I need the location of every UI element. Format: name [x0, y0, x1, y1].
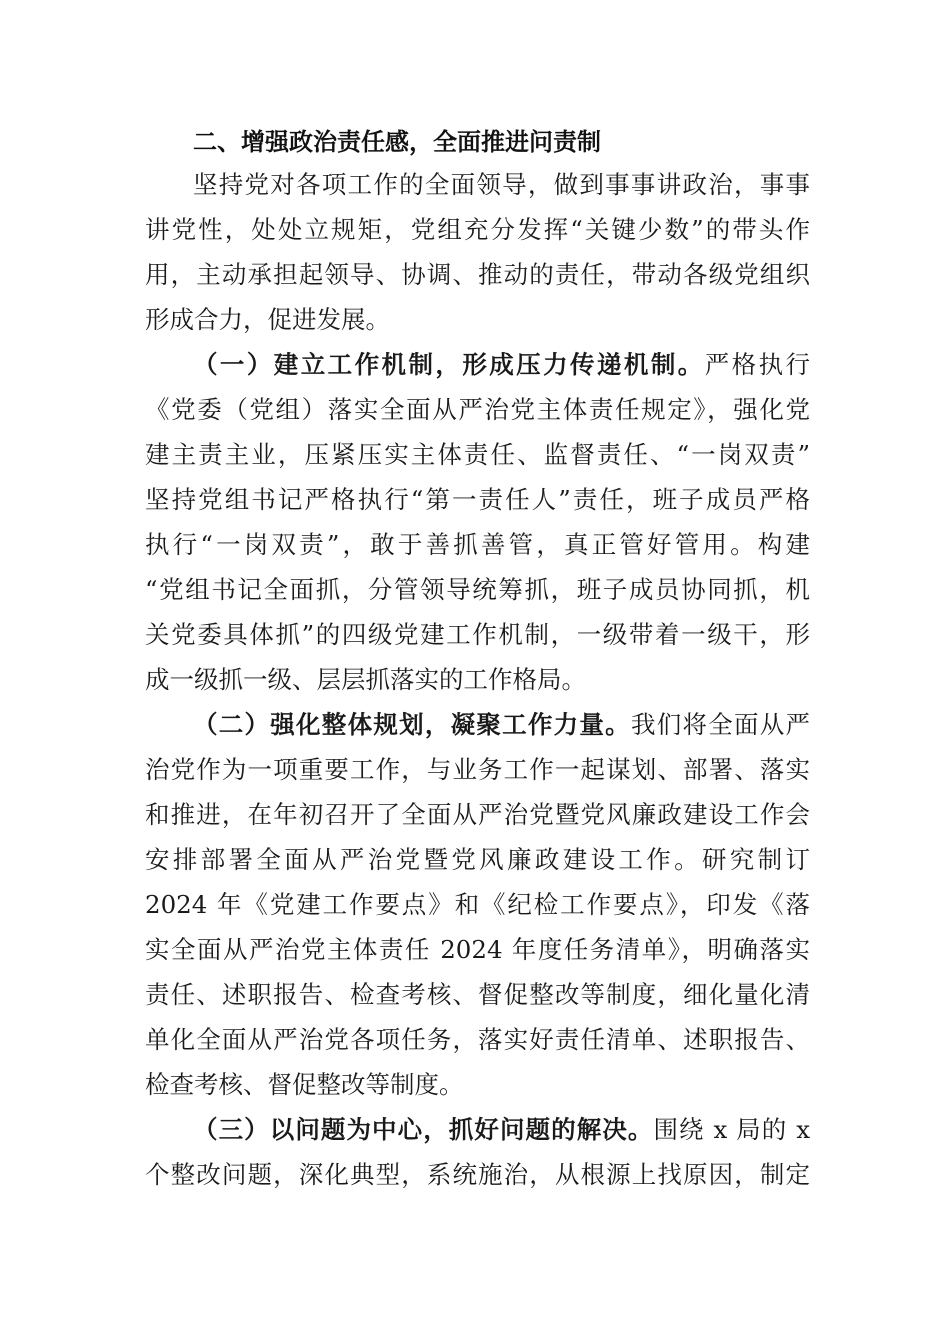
- paragraph-line: [193, 343, 810, 387]
- paragraph-line: 安排部署全面从严治党暨党风廉政建设工作。研究制订: [145, 845, 810, 874]
- paragraph-text: 围绕 x 局的 x: [653, 1115, 810, 1144]
- paragraph-line: 实全面从严治党主体责任 2024 年度任务清单》，明确落实: [145, 935, 810, 964]
- paragraph-line: 责任、述职报告、检查考核、督促整改等制度，细化量化清: [145, 980, 810, 1009]
- paragraph-line: 《党委（党组）落实全面从严治党主体责任规定》，强化党: [145, 395, 810, 424]
- paragraph-line: 关党委具体抓”的四级党建工作机制，一级带着一级干，形: [145, 620, 810, 649]
- subsection-lead: （一）建立工作机制，形成压力传递机制。: [193, 350, 705, 379]
- paragraph-line: “党组书记全面抓，分管领导统筹抓，班子成员协同抓，机: [145, 575, 810, 604]
- paragraph-line: [193, 1108, 810, 1152]
- paragraph-line: 成一级抓一级、层层抓落实的工作格局。: [145, 665, 586, 694]
- paragraph-line: 用，主动承担起领导、协调、推动的责任，带动各级党组织: [145, 260, 810, 289]
- paragraph-line: 建主责主业，压紧压实主体责任、监督责任、“一岗双责”: [145, 440, 810, 469]
- paragraph-line: 和推进，在年初召开了全面从严治党暨党风廉政建设工作会: [145, 800, 810, 829]
- paragraph-line: 坚持党对各项工作的全面领导，做到事事讲政治，事事: [193, 170, 810, 199]
- paragraph-line: 形成合力，促进发展。: [145, 305, 390, 334]
- paragraph-line: 2024 年《党建工作要点》和《纪检工作要点》，印发《落: [145, 890, 810, 919]
- paragraph-line: 治党作为一项重要工作，与业务工作一起谋划、部署、落实: [145, 755, 810, 784]
- subsection-lead: （二）强化整体规划，凝聚工作力量。: [193, 710, 631, 739]
- paragraph-text: 严格执行: [704, 350, 810, 379]
- paragraph-line: 检查考核、督促整改等制度。: [145, 1070, 464, 1099]
- paragraph-line: 个整改问题，深化典型，系统施治，从根源上找原因，制定: [145, 1160, 810, 1189]
- paragraph-line: 单化全面从严治党各项任务，落实好责任清单、述职报告、: [145, 1025, 810, 1054]
- paragraph-line: [193, 703, 810, 747]
- section-heading: 二、增强政治责任感，全面推进问责制: [193, 128, 601, 156]
- paragraph-line: 坚持党组书记严格执行“第一责任人”责任，班子成员严格: [145, 485, 810, 514]
- paragraph-line: 执行“一岗双责”，敢于善抓善管，真正管好管用。构建: [145, 530, 810, 559]
- paragraph-text: 我们将全面从严: [630, 710, 810, 739]
- subsection-lead: （三）以问题为中心，抓好问题的解决。: [193, 1115, 654, 1144]
- paragraph-line: 讲党性，处处立规矩，党组充分发挥“关键少数”的带头作: [145, 215, 810, 244]
